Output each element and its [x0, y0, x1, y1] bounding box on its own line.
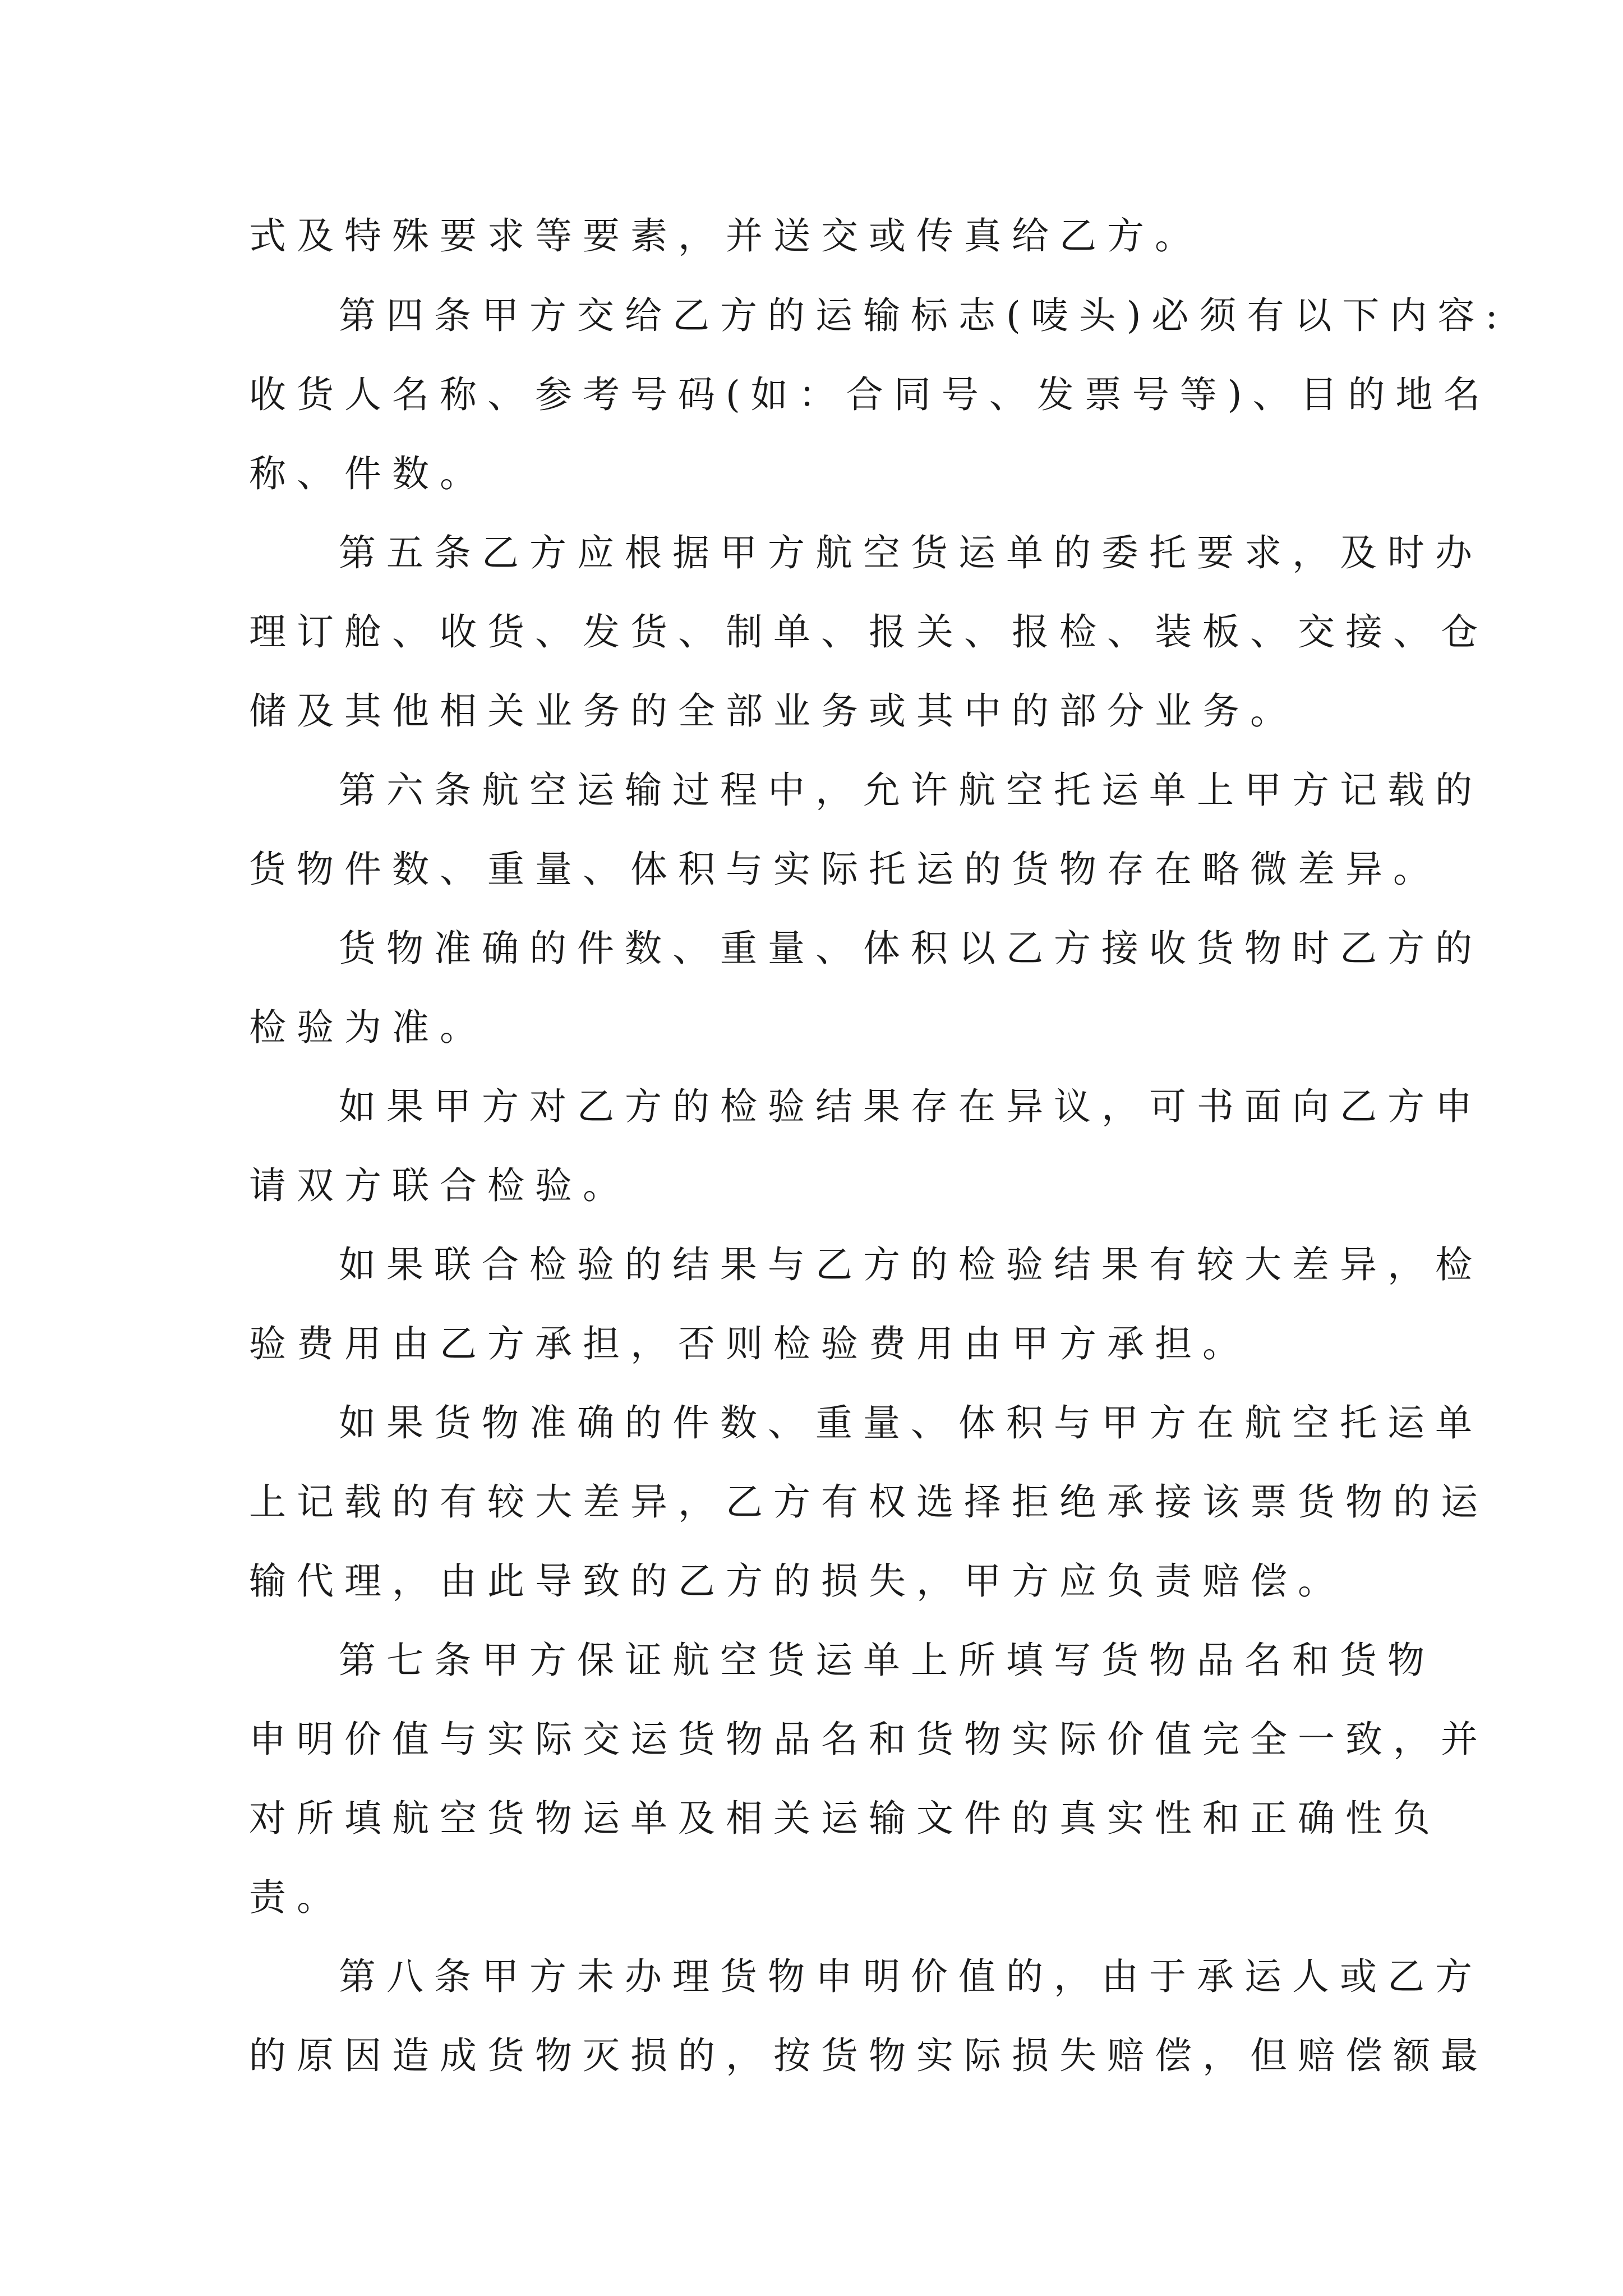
text-line: 请双方联合检验。: [249, 1164, 630, 1207]
text-line: 验费用由乙方承担，否则检验费用由甲方承担。: [249, 1322, 1250, 1365]
text-line: 理订舱、收货、发货、制单、报关、报检、装板、交接、仓: [249, 610, 1488, 654]
text-line: 第六条航空运输过程中，允许航空托运单上甲方记载的: [339, 769, 1483, 812]
text-line: 货物准确的件数、重量、体积以乙方接收货物时乙方的: [339, 927, 1483, 970]
text-line: 收货人名称、参考号码(如：合同号、发票号等)、目的地名: [249, 373, 1491, 416]
text-line: 的原因造成货物灭损的，按货物实际损失赔偿，但赔偿额最: [249, 2034, 1488, 2077]
text-line: 输代理，由此导致的乙方的损失，甲方应负责赔偿。: [249, 1559, 1345, 1603]
text-line: 式及特殊要求等要素，并送交或传真给乙方。: [249, 214, 1202, 257]
text-line: 称、件数。: [249, 452, 487, 495]
text-line: 货物件数、重量、体积与实际托运的货物存在略微差异。: [249, 848, 1441, 891]
text-line: 申明价值与实际交运货物品名和货物实际价值完全一致，并: [249, 1718, 1488, 1761]
text-line: 如果货物准确的件数、重量、体积与甲方在航空托运单: [339, 1401, 1483, 1444]
text-line: 储及其他相关业务的全部业务或其中的部分业务。: [249, 689, 1298, 733]
text-line: 责。: [249, 1876, 344, 1919]
text-line: 第五条乙方应根据甲方航空货运单的委托要求，及时办: [339, 531, 1483, 574]
text-line: 第八条甲方未办理货物申明价值的，由于承运人或乙方: [339, 1955, 1483, 1998]
text-line: 检验为准。: [249, 1006, 487, 1049]
text-line: 对所填航空货物运单及相关运输文件的真实性和正确性负: [249, 1797, 1441, 1840]
text-line: 如果联合检验的结果与乙方的检验结果有较大差异，检: [339, 1243, 1483, 1286]
text-line: 第四条甲方交给乙方的运输标志(唛头)必须有以下内容:: [339, 294, 1509, 337]
text-line: 第七条甲方保证航空货运单上所填写货物品名和货物: [339, 1639, 1435, 1682]
text-line: 如果甲方对乙方的检验结果存在异议，可书面向乙方申: [339, 1085, 1483, 1128]
text-line: 上记载的有较大差异，乙方有权选择拒绝承接该票货物的运: [249, 1480, 1488, 1524]
